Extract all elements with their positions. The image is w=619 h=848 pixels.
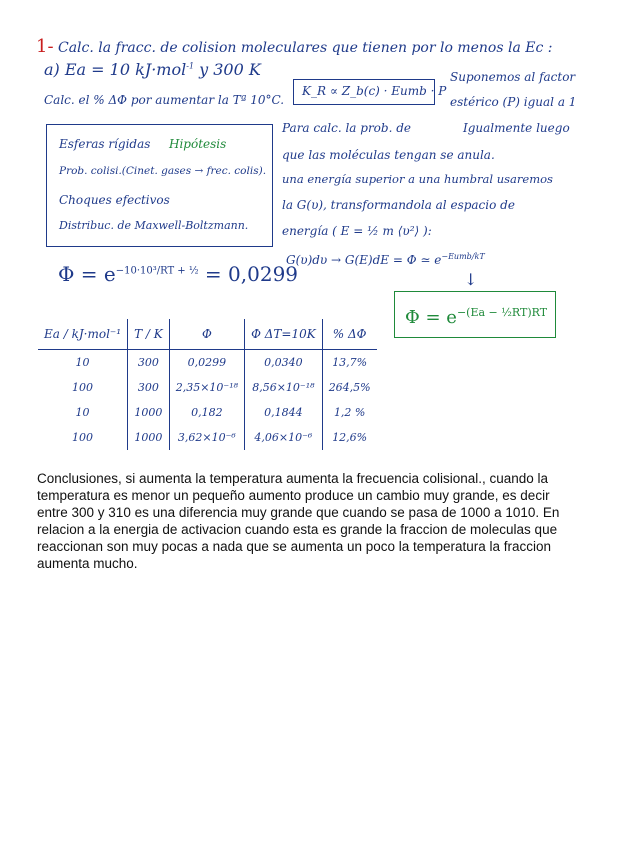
hypothesis-line3: Choques efectivos xyxy=(59,193,170,207)
rate-formula: K_R ∝ Z_b(c) · Eumb · P xyxy=(302,84,447,98)
table-header: % ΔΦ xyxy=(322,319,376,350)
table-cell: 0,0340 xyxy=(245,350,323,376)
table-cell: 100 xyxy=(38,425,128,450)
table-cell: 2,35×10⁻¹⁸ xyxy=(169,375,244,400)
phi-formula: $\Phi = e^{-10\cdot 10^3/RT + \frac{1}{2}} = 0,0299$ xyxy=(58,262,299,286)
table-header: Φ ΔT=10K xyxy=(245,319,323,350)
down-arrow-icon: ↓ xyxy=(464,270,478,289)
problem-number: 1- xyxy=(36,36,54,57)
table-cell: 0,1844 xyxy=(245,400,323,425)
explanation-line3: una energía superior a una humbral usaremos xyxy=(282,172,553,186)
hypothesis-box xyxy=(46,124,273,247)
table-cell: 300 xyxy=(128,350,170,376)
table-header-row xyxy=(38,319,377,350)
table-row xyxy=(38,425,377,450)
table-cell: 300 xyxy=(128,375,170,400)
table-cell: 10 xyxy=(38,400,128,425)
explanation-line1: Para calc. la prob. de xyxy=(282,121,411,135)
result-formula: $\Phi = e^{-(Ea - \frac{1}{2}RT)RT}$ xyxy=(405,306,548,328)
assumption-line3: Igualmente luego xyxy=(463,121,570,135)
table-header: T / K xyxy=(128,319,170,350)
results-table xyxy=(38,319,377,450)
result-box xyxy=(394,291,556,338)
table-cell: 3,62×10⁻⁶ xyxy=(169,425,244,450)
hypothesis-line2: Prob. colisi.(Cinet. gases → frec. colis). xyxy=(59,165,267,177)
table-cell: 100 xyxy=(38,375,128,400)
table-row xyxy=(38,400,377,425)
explanation-line2: que las moléculas tengan se anula. xyxy=(282,148,495,162)
table-cell: 4,06×10⁻⁶ xyxy=(245,425,323,450)
hypothesis-line1: Esferas rígidas xyxy=(59,137,151,151)
table-cell: 264,5% xyxy=(328,381,371,394)
assumption-line2: estérico (P) igual a 1 xyxy=(450,95,577,109)
assumption-line1: Suponemos al factor xyxy=(450,70,576,84)
problem-heading xyxy=(36,36,553,57)
table-cell: 1000 xyxy=(128,400,170,425)
explanation-line5: energía ( E = ½ m ⟨υ²⟩ ): xyxy=(282,224,432,238)
table-cell: 12,6% xyxy=(332,431,368,444)
conclusion-paragraph: Conclusiones, si aumenta la temperatura aumenta la frecuencia colisional., cuando la temperatura es menor un pequeño aumento produce un cambio muy grande, es decir entre 300 y 310 es una diferencia muy grande que cuando se pasa de 1000 a 1010. En relacion a la energia de activacion cuando esta es grande la fraccion de moleculas que reaccionan son muy pocas a nada que se aumenta un poco la temperatura la fraccion aumenta mucho. xyxy=(37,471,560,571)
explanation-line4: la G(υ), transformandola al espacio de xyxy=(282,198,515,212)
table-cell: 0,182 xyxy=(169,400,244,425)
table-cell: 1,2 % xyxy=(333,406,366,419)
table-cell: 13,7% xyxy=(332,356,368,369)
hypothesis-tag: Hipótesis xyxy=(169,137,227,151)
table-cell: 8,56×10⁻¹⁸ xyxy=(245,375,323,400)
hypothesis-line4: Distribuc. de Maxwell-Boltzmann. xyxy=(59,219,249,232)
table-cell: 1000 xyxy=(128,425,170,450)
table-row xyxy=(38,350,377,376)
table-header: Φ xyxy=(169,319,244,350)
table-header: Ea / kJ·mol⁻¹ xyxy=(38,319,128,350)
table-row xyxy=(38,375,377,400)
problem-statement-line3: Calc. el % ΔΦ por aumentar la Tª 10°C. xyxy=(44,93,285,107)
problem-statement-line1: Calc. la fracc. de colision moleculares que tienen por lo menos la Ec : xyxy=(58,40,553,56)
explanation-line6: G(υ)dυ → G(E)dE = Φ ≃ $e^{-Eumb/kT}$ xyxy=(286,252,485,267)
problem-statement-line2: a) Ea = 10 kJ·mol$^{-1}$ y 300 K xyxy=(44,60,261,79)
table-cell: 10 xyxy=(38,350,128,376)
table-cell: 0,0299 xyxy=(169,350,244,376)
rate-formula-box xyxy=(293,79,447,105)
